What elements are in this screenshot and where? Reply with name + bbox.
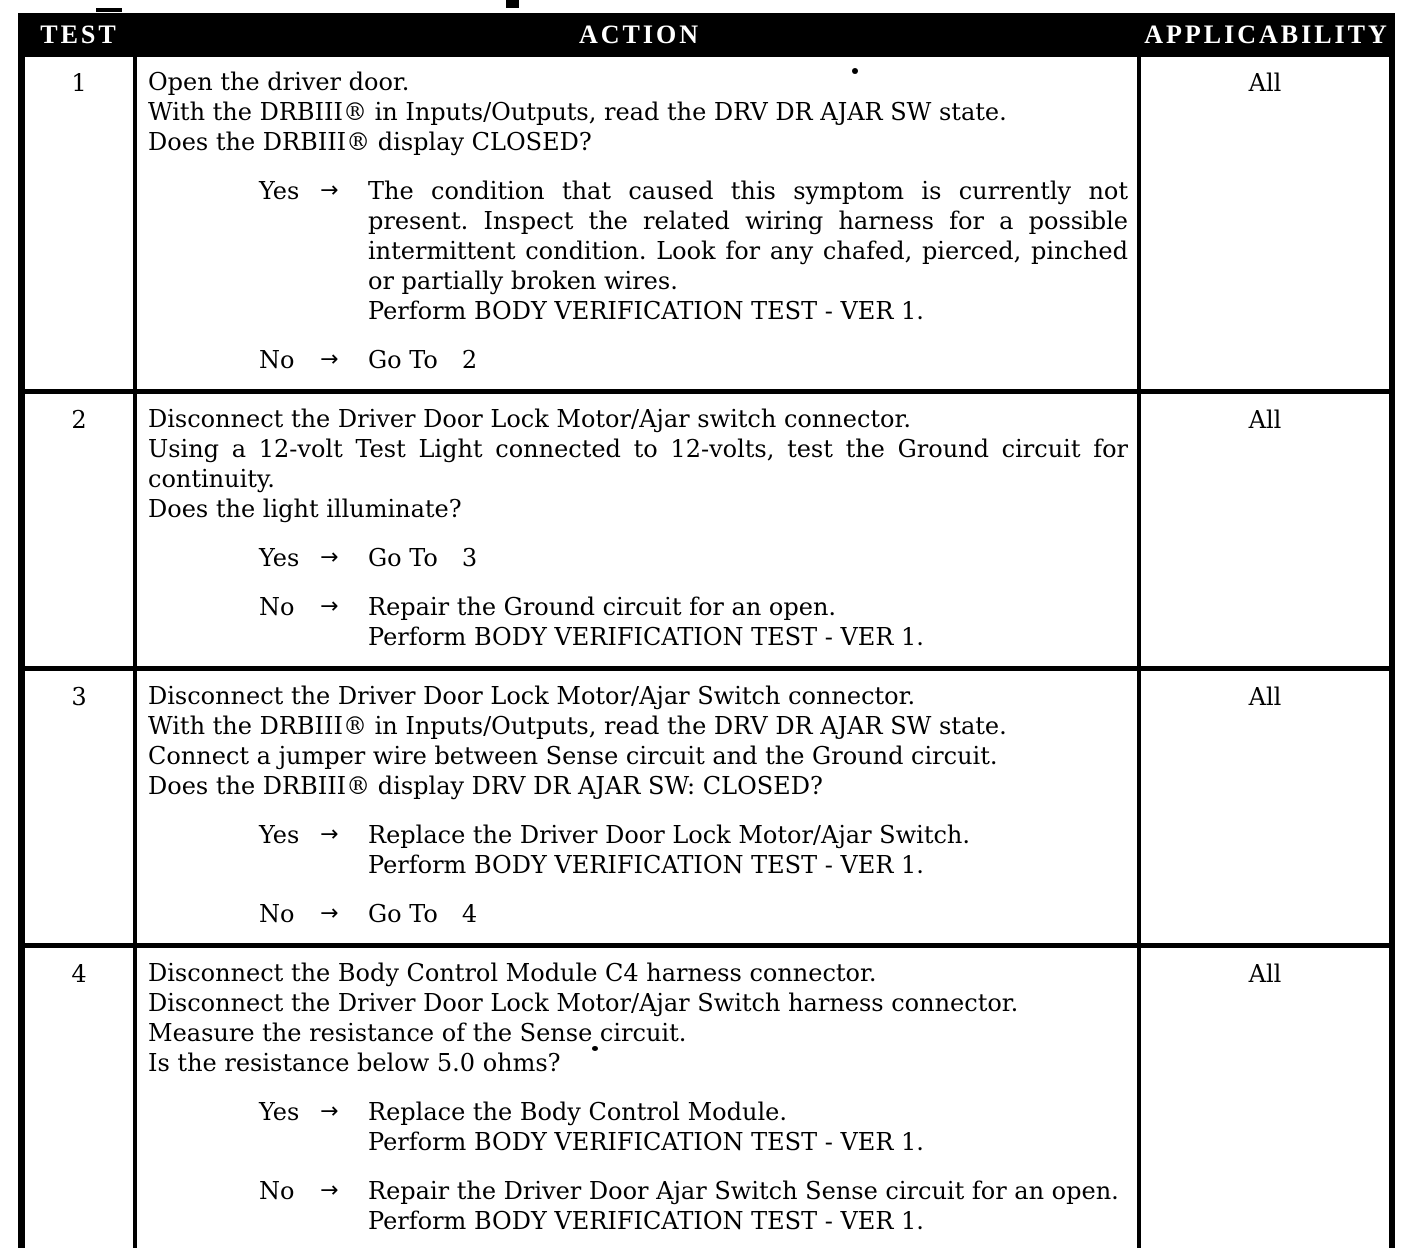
test-number: 1: [25, 57, 137, 389]
test-number: 4: [25, 948, 137, 1248]
question-line: Measure the resistance of the Sense circuit.: [148, 1019, 687, 1047]
result-line: Go To 4: [368, 900, 478, 928]
test-number: 3: [25, 671, 137, 943]
table-row: [25, 666, 1389, 943]
table-row: [25, 943, 1389, 1248]
result-line: Go To 3: [368, 544, 478, 572]
applicability-cell: All: [1248, 406, 1282, 434]
answer-result: [368, 543, 1128, 573]
right-arrow-icon: →: [320, 1178, 339, 1203]
answer-row: [148, 899, 1128, 929]
answer-row: [148, 1176, 1128, 1236]
right-arrow-icon: →: [320, 178, 339, 203]
answer-label: Yes: [259, 544, 300, 572]
header-action: ACTION: [578, 20, 701, 49]
table-row: [25, 389, 1389, 666]
answer-row: [148, 592, 1128, 652]
right-arrow-icon: →: [320, 545, 339, 570]
question-line: Using a 12-volt Test Light connected to 12-volts, test the Ground circuit for continuity.: [148, 435, 1128, 493]
answer-label: Yes: [259, 177, 300, 205]
result-line: Repair the Driver Door Ajar Switch Sense circuit for an open.: [368, 1177, 1119, 1205]
answer-label: No: [259, 1177, 295, 1205]
result-line: Go To 2: [368, 346, 478, 374]
result-line: Replace the Body Control Module.: [368, 1098, 787, 1126]
answer-label: Yes: [259, 821, 300, 849]
scan-artifact: [96, 8, 122, 12]
applicability-cell: All: [1248, 69, 1282, 97]
scan-artifact: [506, 0, 519, 8]
question-line: Disconnect the Driver Door Lock Motor/Ajar Switch harness connector.: [148, 989, 1019, 1017]
result-line: Perform BODY VERIFICATION TEST - VER 1.: [368, 623, 924, 651]
right-arrow-icon: →: [320, 1099, 339, 1124]
action-cell: [137, 671, 1141, 943]
question-line: Connect a jumper wire between Sense circuit and the Ground circuit.: [148, 742, 998, 770]
header-test: TEST: [40, 20, 119, 49]
question-line: Is the resistance below 5.0 ohms?: [148, 1049, 561, 1077]
result-line: Perform BODY VERIFICATION TEST - VER 1.: [368, 1128, 924, 1156]
table-row: [25, 57, 1389, 389]
answer-result: [368, 820, 1128, 880]
diagnostic-test-table: [18, 13, 1395, 1248]
result-line: Perform BODY VERIFICATION TEST - VER 1.: [368, 851, 924, 879]
question-line: With the DRBIII® in Inputs/Outputs, read the DRV DR AJAR SW state.: [148, 712, 1007, 740]
question-line: Does the DRBIII® display CLOSED?: [148, 128, 592, 156]
answer-result: [368, 899, 1128, 929]
answer-result: [368, 345, 1128, 375]
right-arrow-icon: →: [320, 594, 339, 619]
question-line: Does the light illuminate?: [148, 495, 462, 523]
answer-label: No: [259, 900, 295, 928]
action-cell: [137, 57, 1141, 389]
applicability-cell: All: [1248, 683, 1282, 711]
result-line: Perform BODY VERIFICATION TEST - VER 1.: [368, 1207, 924, 1235]
action-cell: [137, 948, 1141, 1248]
question-line: Does the DRBIII® display DRV DR AJAR SW: CLOSED?: [148, 772, 823, 800]
header-applicability: APPLICABILITY: [1144, 20, 1390, 49]
answer-row: [148, 543, 1128, 573]
answer-row: [148, 345, 1128, 375]
right-arrow-icon: →: [320, 822, 339, 847]
answer-row: [148, 820, 1128, 880]
result-line: The condition that caused this symptom is currently not present. Inspect the related wiring harness for a possible intermittent condition. Look for any chafed, pierced, pinched or partially broken wires.: [368, 177, 1128, 295]
answer-label: Yes: [259, 1098, 300, 1126]
answer-result: [368, 1097, 1128, 1157]
applicability-cell: All: [1248, 960, 1282, 988]
table-body: [18, 57, 1395, 1248]
table-header: [18, 13, 1395, 57]
answer-row: [148, 176, 1128, 326]
question-line: Disconnect the Driver Door Lock Motor/Ajar Switch connector.: [148, 682, 916, 710]
answer-label: No: [259, 346, 295, 374]
action-cell: [137, 394, 1141, 666]
answer-row: [148, 1097, 1128, 1157]
question-line: Open the driver door.: [148, 68, 410, 96]
answer-result: [368, 1176, 1128, 1236]
test-number: 2: [25, 394, 137, 666]
question-line: Disconnect the Body Control Module C4 harness connector.: [148, 959, 877, 987]
result-line: Replace the Driver Door Lock Motor/Ajar Switch.: [368, 821, 971, 849]
right-arrow-icon: →: [320, 901, 339, 926]
question-line: With the DRBIII® in Inputs/Outputs, read the DRV DR AJAR SW state.: [148, 98, 1007, 126]
result-line: Repair the Ground circuit for an open.: [368, 593, 837, 621]
answer-result: [368, 592, 1128, 652]
right-arrow-icon: →: [320, 347, 339, 372]
question-line: Disconnect the Driver Door Lock Motor/Ajar switch connector.: [148, 405, 911, 433]
answer-result: [368, 176, 1128, 326]
result-line: Perform BODY VERIFICATION TEST - VER 1.: [368, 297, 924, 325]
answer-label: No: [259, 593, 295, 621]
